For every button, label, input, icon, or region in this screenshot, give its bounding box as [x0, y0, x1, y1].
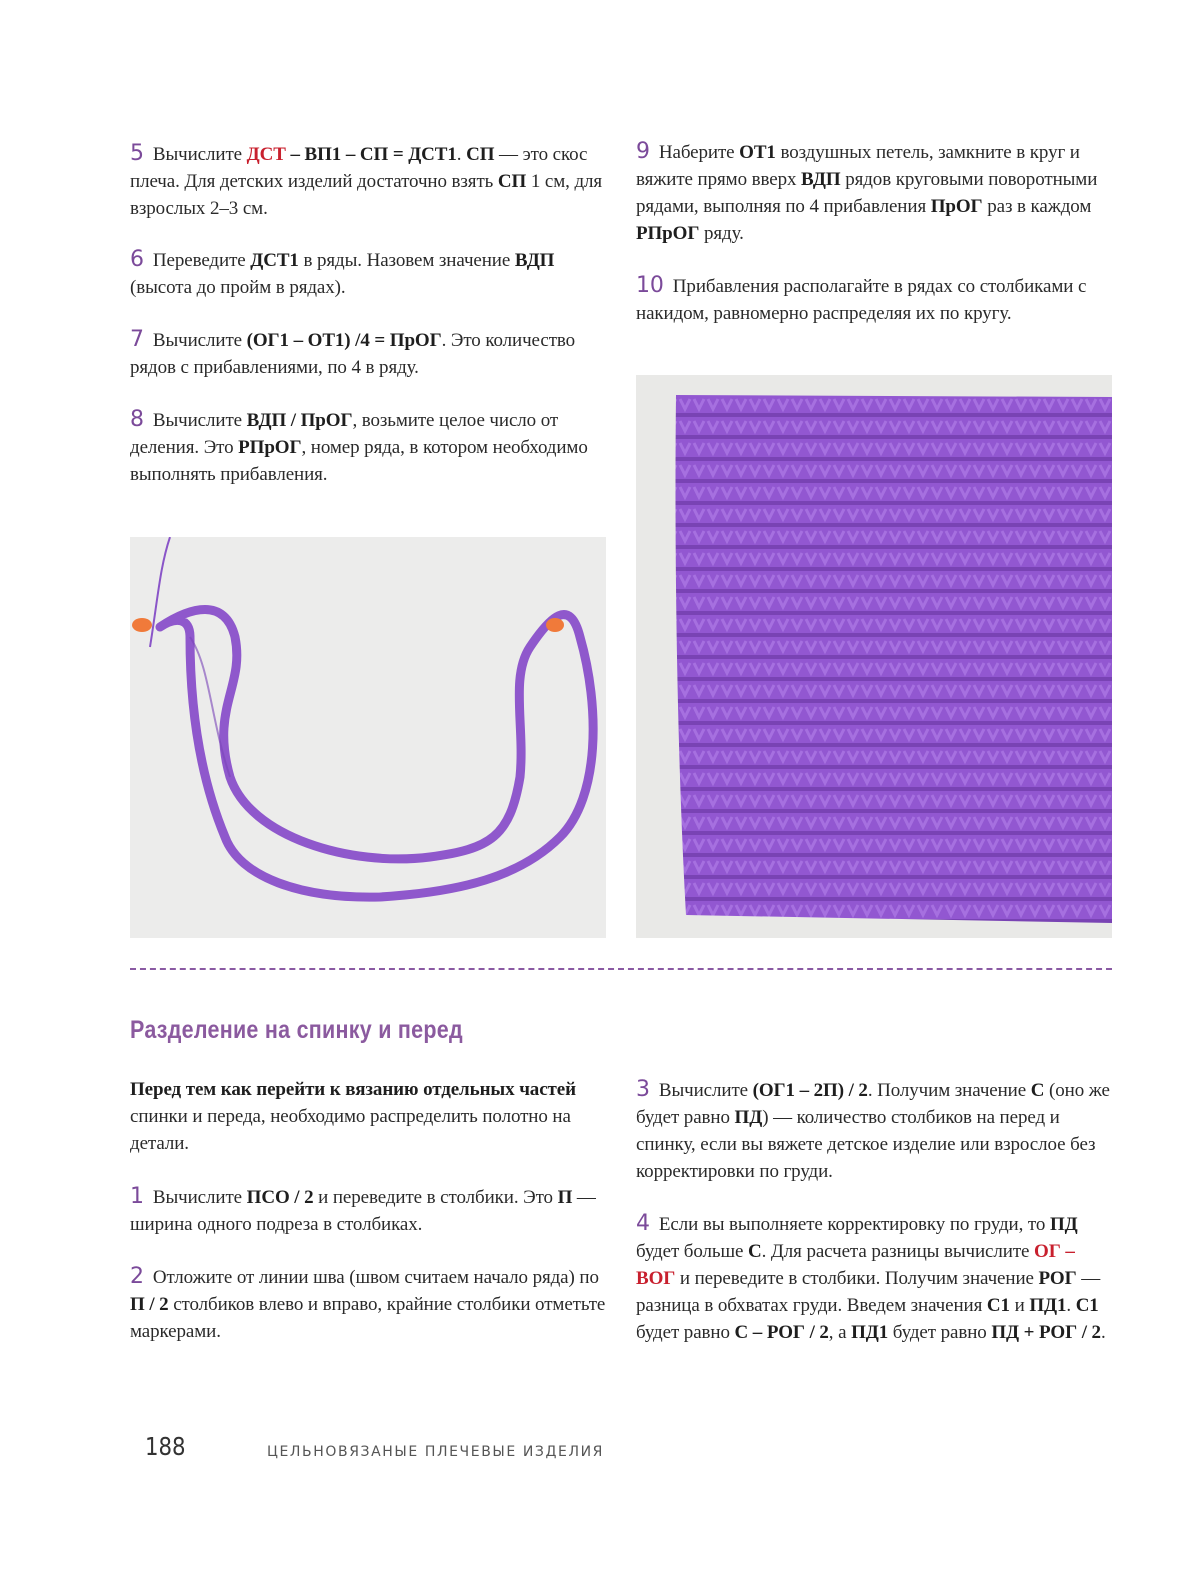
text-segment: ) — количество столбиков на перед и спинку, если вы вяжете детское изделие или взрослое без корректировки по груди.	[636, 1107, 1096, 1182]
bold-term: П / 2	[130, 1294, 169, 1315]
bold-term: ПД + РОГ / 2	[991, 1322, 1101, 1343]
text-segment: — разница в обхватах груди. Введем значения	[636, 1268, 1101, 1316]
text-segment: воздушных петель, замкните в круг и вяжите прямо вверх	[636, 142, 1080, 190]
step-number: 5	[130, 141, 144, 166]
text-segment: столбиков влево и вправо, крайние столбики отметьте маркерами.	[130, 1294, 606, 1342]
text-segment: и переведите в столбики. Это	[313, 1187, 558, 1208]
bold-term: С1	[986, 1295, 1010, 1316]
bold-term: ПД1	[851, 1322, 889, 1343]
step-1	[130, 1183, 608, 1238]
step-number: 8	[130, 407, 144, 432]
step-number: 2	[130, 1264, 144, 1289]
text-segment: Вычислите	[152, 330, 247, 351]
highlight-formula: ДСТ	[246, 144, 286, 165]
running-title: ЦЕЛЬНОВЯЗАНЫЕ ПЛЕЧЕВЫЕ ИЗДЕЛИЯ	[267, 1444, 605, 1460]
text-segment: (высота до пройм в рядах).	[130, 277, 346, 298]
bold-term: СП	[466, 144, 495, 165]
stitch-marker-icon	[546, 618, 564, 632]
bold-term: ПД	[734, 1107, 763, 1128]
bold-term: РПрОГ	[238, 437, 302, 458]
text-segment: Вычислите	[152, 1187, 247, 1208]
bold-term: ВДП	[801, 169, 841, 190]
text-segment: Наберите	[658, 142, 740, 163]
stitch-marker-icon	[132, 618, 152, 632]
bold-term: ВДП	[514, 250, 555, 271]
bold-term: РОГ	[1038, 1268, 1077, 1289]
text-segment: будет равно	[888, 1322, 992, 1343]
bold-term: ПД1	[1029, 1295, 1067, 1316]
text-segment: раз в каждом	[982, 196, 1092, 217]
text-segment: , а	[828, 1322, 852, 1343]
dashed-divider	[130, 968, 1112, 970]
step-7	[130, 326, 608, 381]
photo-crochet-chain	[130, 537, 606, 938]
text-segment: Вычислите	[658, 1080, 753, 1101]
step-number: 6	[130, 247, 144, 272]
text-segment: рядов круговыми поворотными рядами, выполняя по 4 прибавления	[636, 169, 1098, 217]
text-segment: Вычислите	[152, 410, 247, 431]
bold-term: СП	[497, 171, 527, 192]
bold-term: ПрОГ	[930, 196, 983, 217]
step-number: 1	[130, 1184, 144, 1209]
bold-term: РПрОГ	[636, 223, 700, 244]
text-segment: будет равно	[636, 1322, 735, 1343]
step-number: 3	[636, 1077, 650, 1102]
text-segment: будет больше	[636, 1241, 748, 1262]
text-segment: Если вы выполняете корректировку по груди, то	[658, 1214, 1050, 1235]
text-segment: и	[1009, 1295, 1030, 1316]
text-segment: , возьмите целое число от деления. Это	[130, 410, 559, 458]
bold-term: П	[557, 1187, 573, 1208]
step-3	[636, 1076, 1114, 1185]
text-segment: спинки и переда, необходимо распределить полотно на детали.	[130, 1106, 571, 1154]
step-number: 4	[636, 1211, 650, 1236]
step-10	[636, 272, 1114, 327]
bold-term: ПД	[1049, 1214, 1078, 1235]
text-segment: Переведите	[152, 250, 251, 271]
text-segment: — ширина одного подреза в столбиках.	[130, 1187, 596, 1235]
bold-term: ОТ1	[739, 142, 776, 163]
text-segment: .	[1066, 1295, 1076, 1316]
bold-term: ВДП / ПрОГ	[246, 410, 353, 431]
step-6	[130, 246, 608, 301]
photo-crochet-fabric	[636, 375, 1112, 938]
text-segment: 1 см, для взрослых 2–3 см.	[130, 171, 603, 219]
text-segment: , номер ряда, в котором необходимо выполнять прибавления.	[130, 437, 588, 485]
bold-term: ПСО / 2	[246, 1187, 314, 1208]
text-segment: и переведите в столбики. Получим значение	[675, 1268, 1039, 1289]
text-segment: .	[1100, 1322, 1106, 1343]
text-segment: Отложите от линии шва (швом считаем начало ряда) по	[152, 1267, 599, 1288]
text-segment: Прибавления располагайте в рядах со столбиками с накидом, равномерно распределяя их по кругу.	[636, 276, 1087, 324]
text-segment: . Получим значение	[867, 1080, 1031, 1101]
text-segment: ряду.	[699, 223, 744, 244]
page-number: 188	[145, 1432, 186, 1461]
step-number: 7	[130, 327, 144, 352]
bold-term: (ОГ1 – 2П) / 2	[752, 1080, 868, 1101]
step-number: 9	[636, 139, 650, 164]
step-2	[130, 1263, 608, 1345]
text-segment: в ряды. Назовем значение	[298, 250, 515, 271]
intro-paragraph	[130, 1076, 608, 1157]
text-segment: . Для расчета разницы вычислите	[761, 1241, 1035, 1262]
bold-term: С – РОГ / 2	[734, 1322, 829, 1343]
text-segment: Вычислите	[152, 144, 247, 165]
highlight-formula: ОГ – ВОГ	[636, 1241, 1075, 1289]
text-segment: . Это количество рядов с прибавлениями, по 4 в ряду.	[130, 330, 576, 378]
section-heading: Разделение на спинку и перед	[130, 1016, 463, 1044]
bold-term: С	[1030, 1080, 1045, 1101]
bold-term: – ВП1 – СП = ДСТ1	[285, 144, 457, 165]
bold-term: Перед тем как перейти к вязанию отдельных частей	[130, 1079, 576, 1100]
step-4	[636, 1210, 1114, 1346]
bold-term: С1	[1075, 1295, 1099, 1316]
step-number: 10	[636, 273, 664, 298]
bold-term: С	[747, 1241, 762, 1262]
step-8	[130, 406, 608, 488]
text-segment: (оно же будет равно	[636, 1080, 1110, 1128]
bold-term: (ОГ1 – ОТ1) /4 = ПрОГ	[246, 330, 442, 351]
text-segment: — это скос плеча. Для детских изделий достаточно взять	[130, 144, 588, 192]
step-9	[636, 138, 1114, 247]
bold-term: ДСТ1	[250, 250, 299, 271]
text-segment: .	[456, 144, 467, 165]
step-5	[130, 140, 608, 222]
